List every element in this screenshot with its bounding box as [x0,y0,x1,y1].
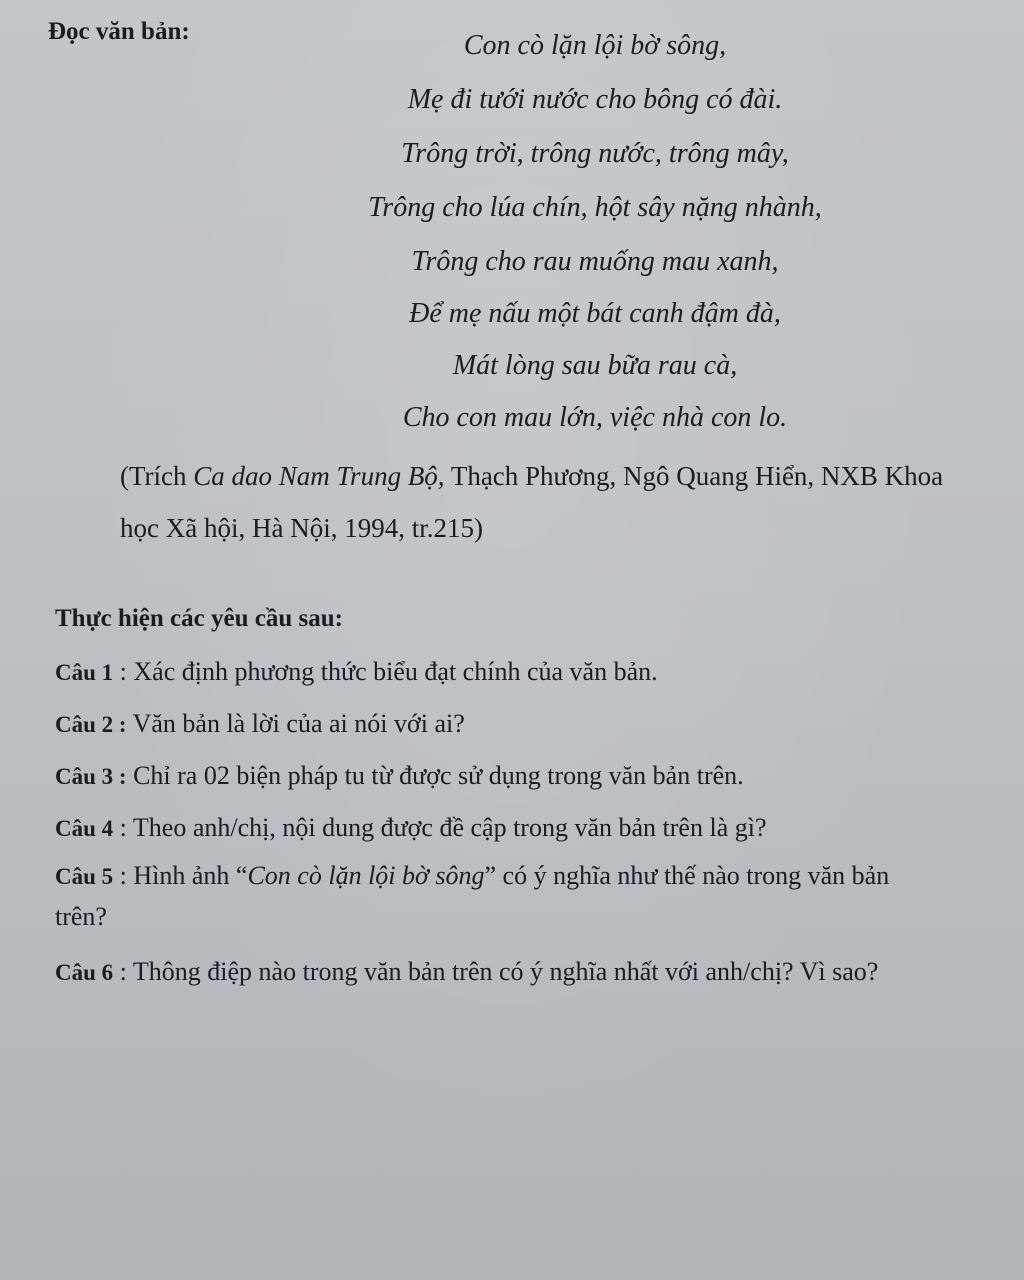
source-citation [120,450,1020,554]
citation-authors: Thạch Phương, Ngô Quang Hiển, NXB Khoa [444,461,944,491]
poem [0,0,1024,450]
poem-line: Trông trời, trông nước, trông mây, [401,138,789,169]
question-text: Chỉ ra 02 biện pháp tu từ được sử dụng trong văn bản trên. [126,761,744,790]
question-6 [55,952,1015,993]
poem-line: Mát lòng sau bữa rau cà, [452,350,738,381]
reading-heading: Đọc văn bản: [48,18,190,45]
question-1 [55,652,1015,693]
question-label: Câu 2 : [55,712,127,737]
poem-line: Mẹ đi tưới nước cho bông có đài. [407,84,783,115]
question-3 [55,756,1015,797]
citation-work-title: Ca dao Nam Trung Bộ, [193,461,445,491]
question-text: : Hình ảnh “ [113,861,248,890]
question-text: ” có ý nghĩa như thế nào trong văn bản [484,861,890,890]
question-label: Câu 4 [55,816,114,841]
poem-line: Trông cho lúa chín, hột sây nặng nhành, [368,192,822,223]
citation-prefix: (Trích [120,461,194,491]
question-text: : Xác định phương thức biểu đạt chính của văn bản. [113,657,658,686]
question-label: Câu 6 [55,960,114,985]
poem-line: Con cò lặn lội bờ sông, [463,30,727,61]
question-5 [55,856,1015,937]
question-quote: Con cò lặn lội bờ sông [247,861,485,890]
question-text-continued: trên? [55,902,107,931]
poem-line: Cho con mau lớn, việc nhà con lo. [402,402,788,433]
tasks-heading: Thực hiện các yêu cầu sau: [55,605,343,632]
question-label: Câu 3 : [55,764,127,789]
question-text: : Thông điệp nào trong văn bản trên có ý nghĩa nhất với anh/chị? Vì sao? [113,957,879,986]
question-text: Văn bản là lời của ai nói với ai? [126,709,465,738]
question-4 [55,808,1015,849]
question-text: : Theo anh/chị, nội dung được đề cập trong văn bản trên là gì? [113,813,767,842]
question-label: Câu 1 [55,660,114,685]
poem-line: Để mẹ nấu một bát canh đậm đà, [409,298,781,329]
question-2 [55,704,1015,745]
poem-line: Trông cho rau muống mau xanh, [411,246,779,277]
citation-publisher: học Xã hội, Hà Nội, 1994, tr.215) [120,513,483,543]
question-label: Câu 5 [55,864,114,889]
